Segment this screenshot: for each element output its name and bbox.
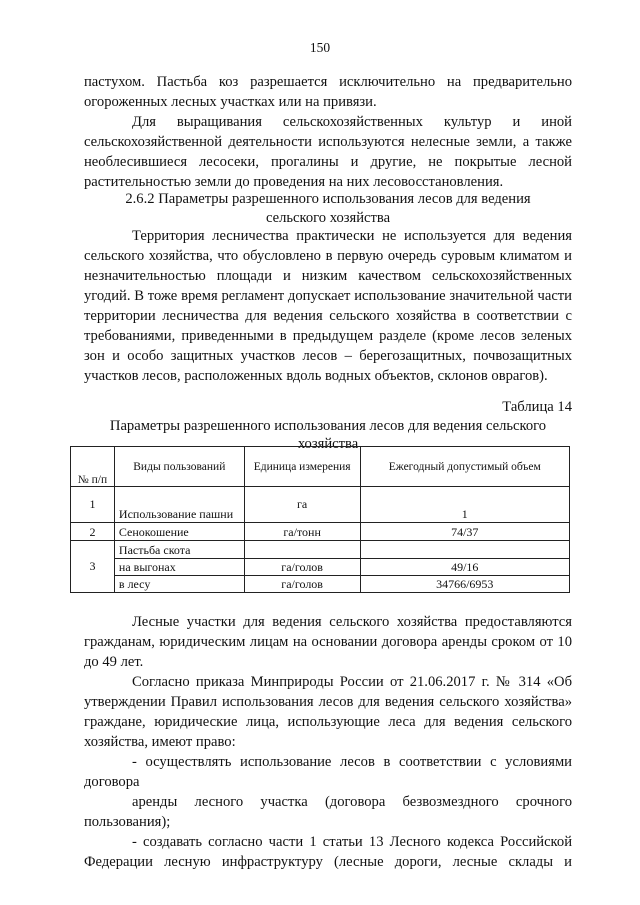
bottom-paragraph-block <box>84 612 572 872</box>
table-row <box>71 523 570 541</box>
cell-type: Пастьба скота <box>114 541 244 559</box>
page-number: 150 <box>309 40 331 55</box>
table-header-row <box>71 447 570 487</box>
table-title-line2: хозяйства <box>297 436 359 452</box>
paragraph-line: - осуществлять использование лесов в соответствии с условиями <box>132 754 572 770</box>
cell-volume: 74/37 <box>360 523 569 541</box>
paragraph-line: договора <box>84 774 140 790</box>
paragraph: Согласно приказа Минприроды России от 21.06.2017 г. № 314 «Об утверждении Правил использования лесов для ведения сельского хозяйства» граждане, юридические лица, использующие леса для ведения сельского хозяйства, имеют право: <box>84 674 572 750</box>
paragraph: аренды лесного участка (договора безвозмездного срочного пользования); <box>84 794 572 830</box>
cell-type: в лесу <box>114 576 244 593</box>
paragraph-line: огороженных лесных участках или на привязи. <box>84 94 377 110</box>
top-paragraph-block <box>84 72 572 192</box>
table-title-line1: Параметры разрешенного использования лесов для ведения сельского <box>109 418 547 434</box>
parameters-table <box>70 446 570 593</box>
table-row <box>71 559 570 576</box>
cell-unit: га/голов <box>244 559 360 576</box>
paragraph: Территория лесничества практически не используется для ведения сельского хозяйства, что обусловлено в первую очередь суровым климатом и незначительностью площади и низким качеством сельскохозяйственных угодий. В тоже время регламент допускает использование значительной части территории лесничества для ведения сельского хозяйства в соответствии с требованиями, приведенными в предыдущем разделе (кроме лесов зеленых зон и особо защитных участков лесов – берегозащитных, почвозащитных участков лесов, расположенных вдоль водных объектов, склонов оврагов). <box>84 228 572 384</box>
cell-type: на выгонах <box>114 559 244 576</box>
header-unit: Единица измерения <box>244 447 360 487</box>
cell-num: 2 <box>71 523 115 541</box>
section-heading <box>84 190 572 228</box>
paragraph: - создавать согласно части 1 статьи 13 Лесного кодекса Российской Федерации лесную инфраструктуру (лесные дороги, лесные склады и <box>84 834 572 870</box>
cell-unit: га <box>244 487 360 523</box>
cell-volume: 34766/6953 <box>360 576 569 593</box>
paragraph-line: пастухом. Пастьба коз разрешается исключительно на предварительно <box>84 74 572 90</box>
paragraph: Лесные участки для ведения сельского хозяйства предоставляются гражданам, юридическим лицам на основании договора аренды сроком от 10 до 49 лет. <box>84 614 572 670</box>
header-num: № п/п <box>71 447 115 487</box>
paragraph: Для выращивания сельскохозяйственных культур и иной сельскохозяйственной деятельности используются нелесные земли, а также необлесившиеся лесосеки, прогалины и другие, не покрытые лесной растительностью земли до проведения на них лесовосстановления. <box>84 114 572 190</box>
cell-unit: га/тонн <box>244 523 360 541</box>
header-type: Виды пользований <box>114 447 244 487</box>
section-heading-line2: сельского хозяйства <box>265 210 391 226</box>
cell-volume: 49/16 <box>360 559 569 576</box>
table-row <box>71 487 570 523</box>
cell-volume <box>360 541 569 559</box>
cell-num: 1 <box>71 487 115 523</box>
cell-volume: 1 <box>360 487 569 523</box>
cell-type: Использование пашни <box>114 487 244 523</box>
table-number: Таблица 14 <box>502 399 572 415</box>
section-body <box>84 226 572 386</box>
cell-type: Сенокошение <box>114 523 244 541</box>
cell-unit <box>244 541 360 559</box>
header-volume: Ежегодный допустимый объем <box>360 447 569 487</box>
table-caption <box>84 398 572 453</box>
table-row <box>71 576 570 593</box>
cell-unit: га/голов <box>244 576 360 593</box>
section-heading-line1: 2.6.2 Параметры разрешенного использования лесов для ведения <box>125 191 531 207</box>
cell-num: 3 <box>71 541 115 593</box>
table-row <box>71 541 570 559</box>
